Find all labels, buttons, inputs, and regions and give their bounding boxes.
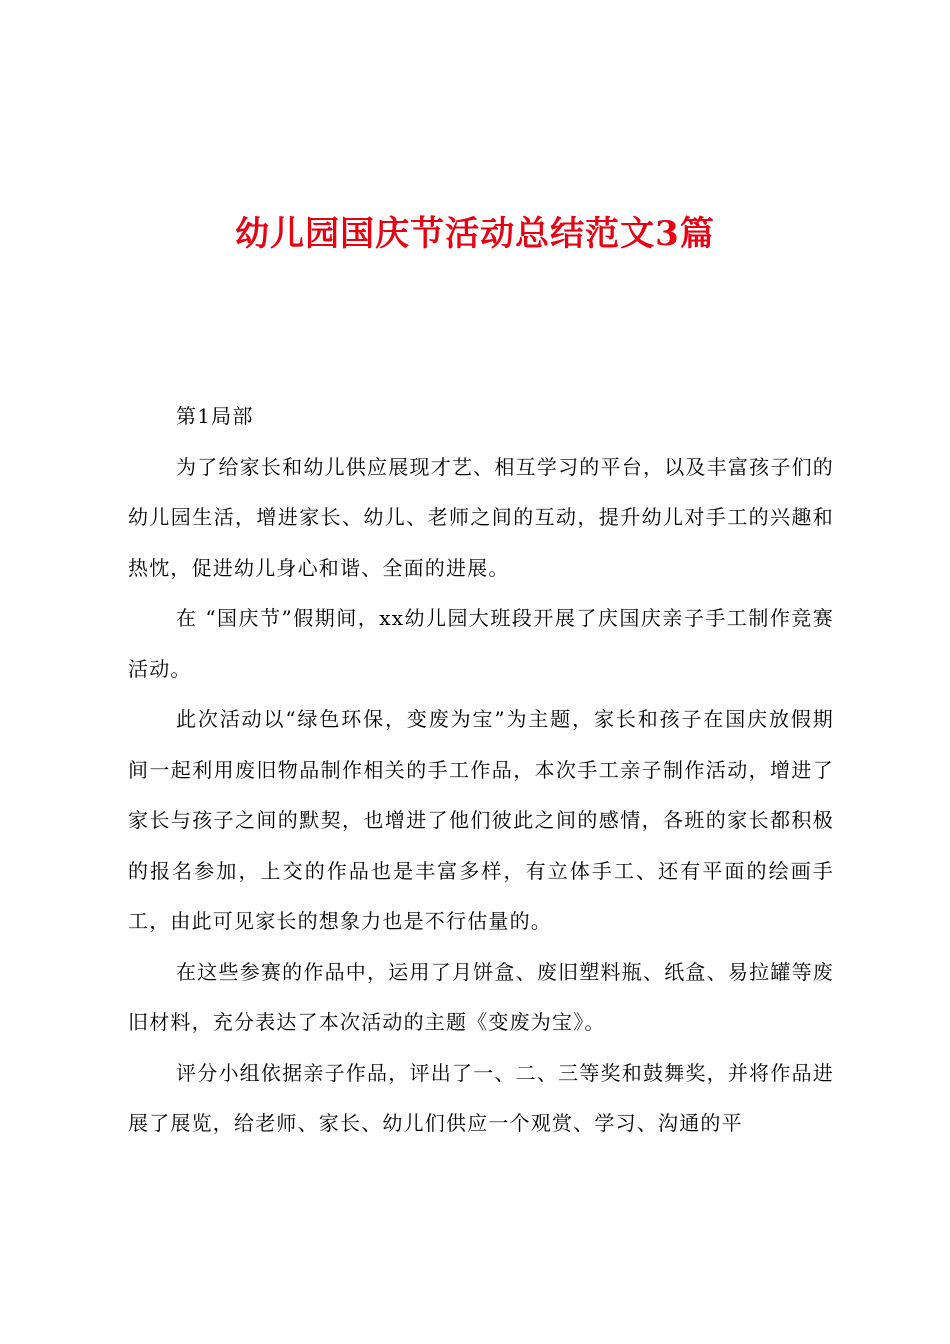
paragraph: 评分小组依据亲子作品，评出了一、二、三等奖和鼓舞奖，并将作品进展了展览，给老师、家长、幼儿们供应一个观赏、学习、沟通的平 bbox=[128, 1060, 834, 1135]
paragraph: 此次活动以“绿色环保，变废为宝”为主题，家长和孩子在国庆放假期间一起利用废旧物品制作相关的手工作品，本次手工亲子制作活动，增进了家长与孩子之间的默契，也增进了他们彼此之间的感情，各班的家长都积极的报名参加，上交的作品也是丰富多样，有立体手工、还有平面的绘画手工，由此可见家长的想象力也是不行估量的。 bbox=[128, 707, 834, 933]
paragraph: 在 “国庆节”假期间，xx幼儿园大班段开展了庆国庆亲子手工制作竞赛活动。 bbox=[128, 606, 834, 681]
document-title: 幼儿园国庆节活动总结范文3篇 bbox=[235, 214, 715, 254]
paragraph: 在这些参赛的作品中，运用了月饼盒、废旧塑料瓶、纸盒、易拉罐等废旧材料，充分表达了本次活动的主题《变废为宝》。 bbox=[128, 959, 834, 1034]
section-heading: 第1局部 bbox=[176, 404, 254, 428]
paragraph: 为了给家长和幼儿供应展现才艺、相互学习的平台，以及丰富孩子们的幼儿园生活，增进家长、幼儿、老师之间的互动，提升幼儿对手工的兴趣和热忱，促进幼儿身心和谐、全面的进展。 bbox=[128, 454, 834, 580]
document-body bbox=[128, 391, 834, 1149]
